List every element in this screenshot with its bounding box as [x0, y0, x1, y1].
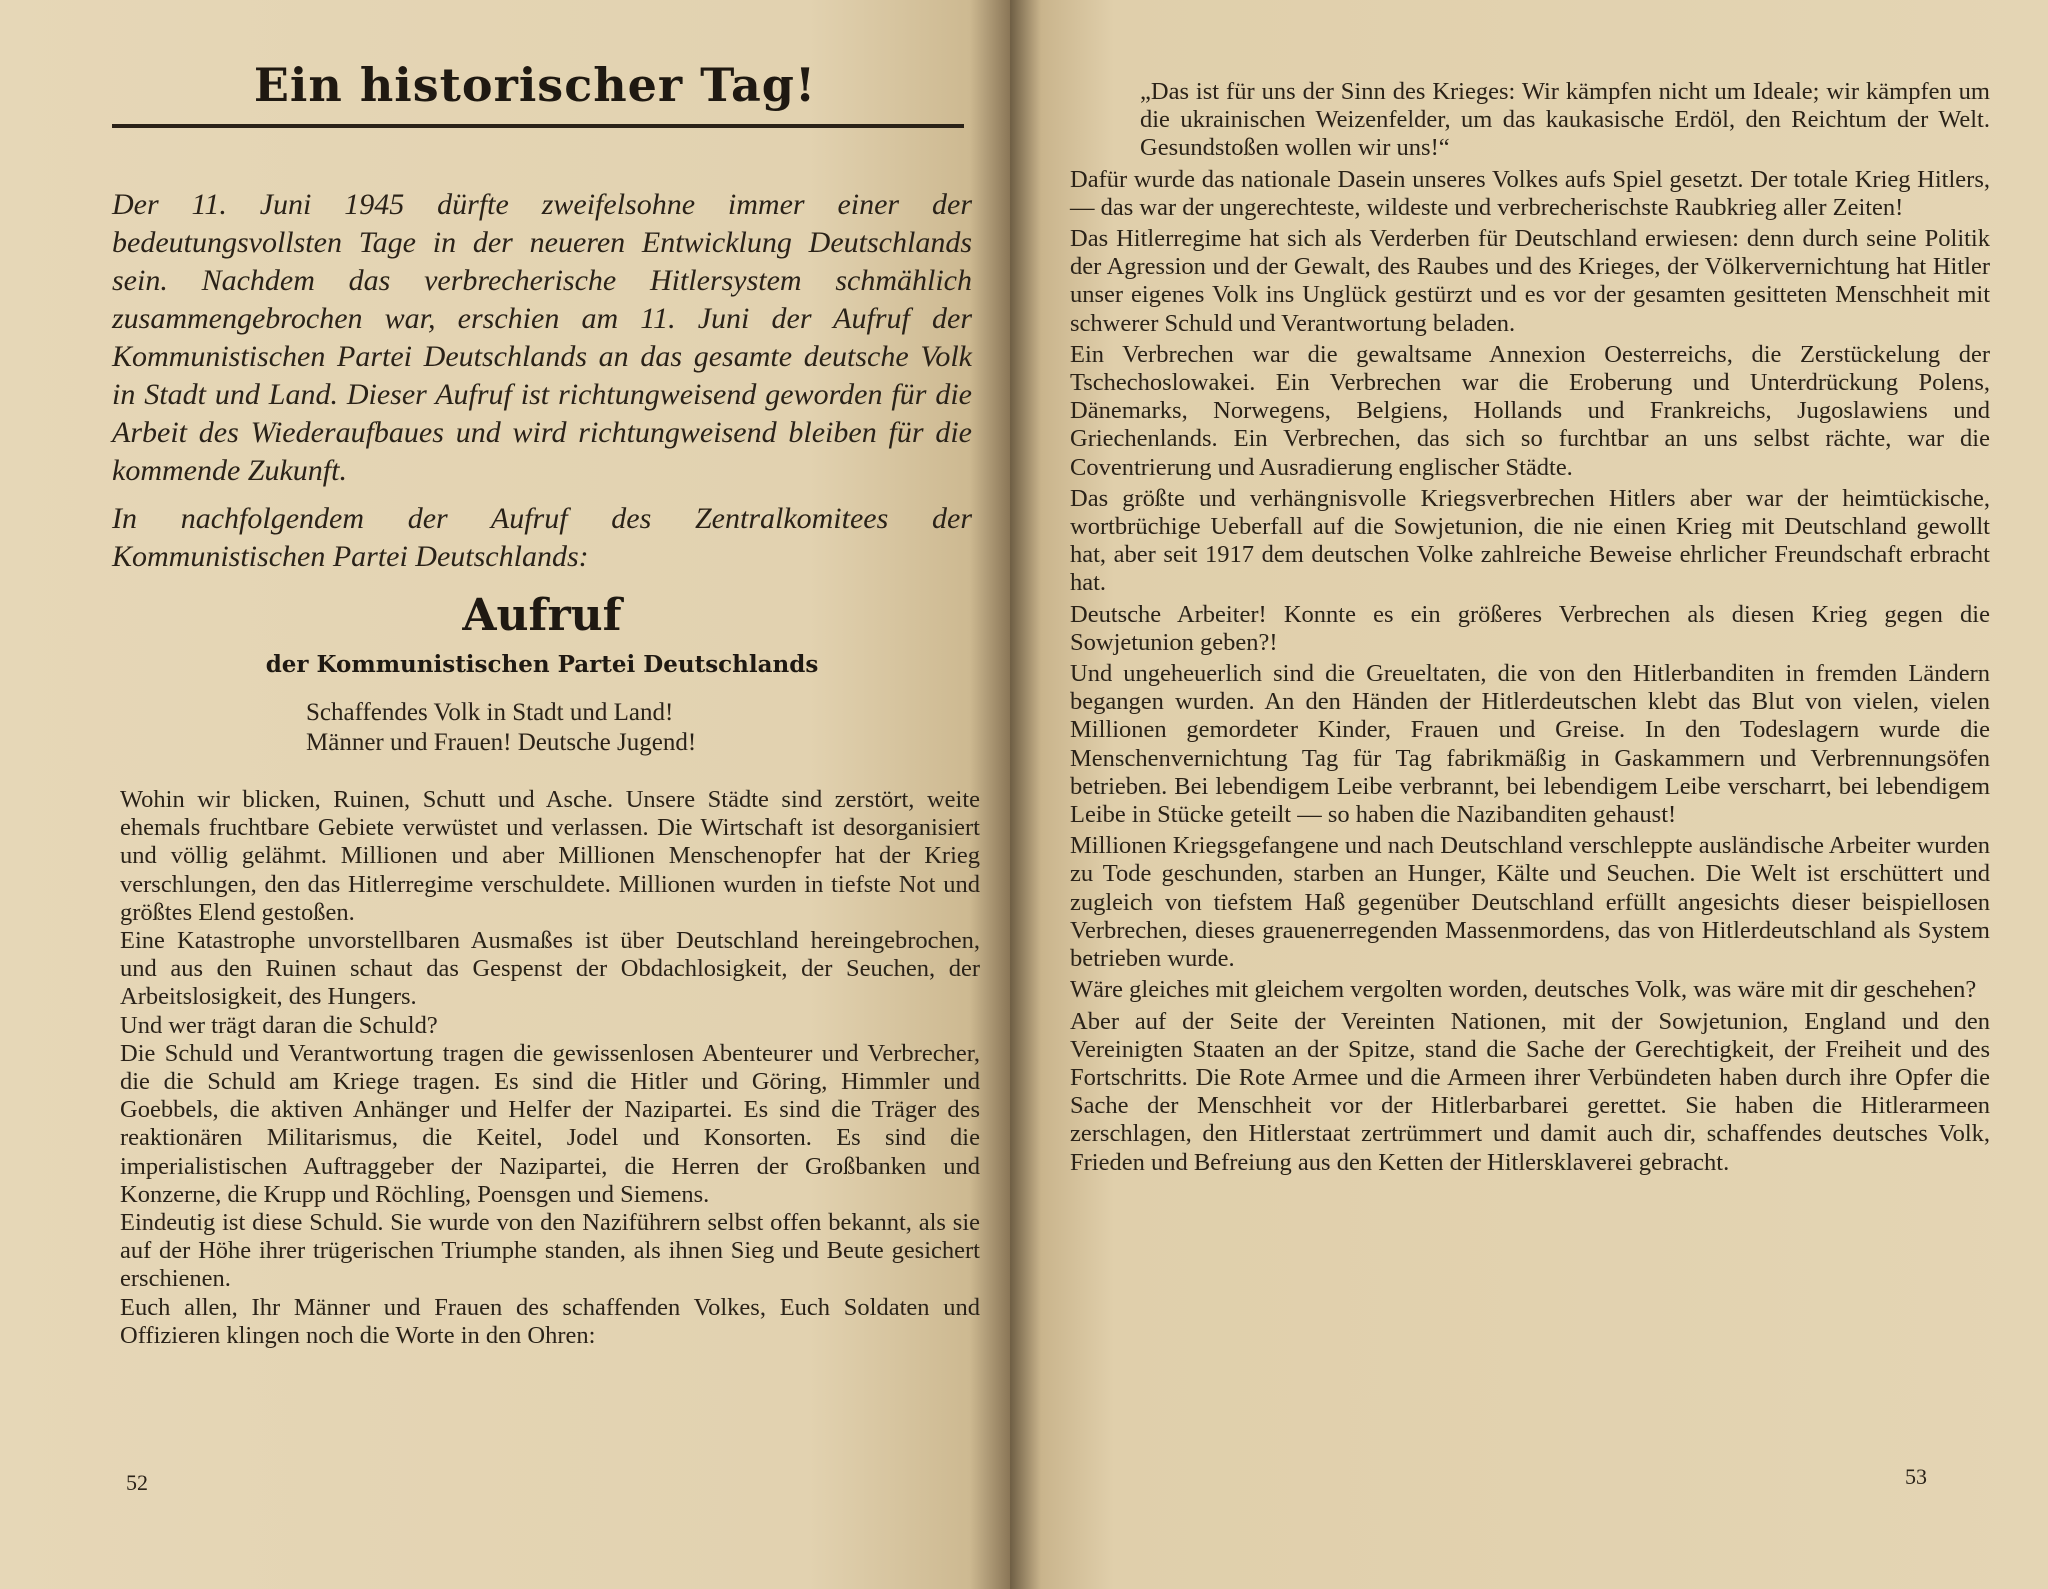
address-line: Männer und Frauen! Deutsche Jugend!: [306, 729, 697, 756]
paragraph: Deutsche Arbeiter! Konnte es ein größeres Verbrechen als diesen Krieg gegen die Sowjetunion geben?!: [1070, 600, 1990, 656]
right-body-text: [1070, 78, 1990, 1180]
page-title: Ein historischer Tag!: [253, 58, 817, 112]
paragraph: Das größte und verhängnisvolle Kriegsverbrechen Hitlers aber war der heimtückische, wortbrüchige Ueberfall auf die Sowjetunion, die nie einen Krieg mit Deutschland gewollt hat, aber seit 1917 dem deutschen Volke zahlreiche Beweise ehrlicher Freundschaft erbracht hat.: [1070, 484, 1990, 597]
intro-paragraph: Der 11. Juni 1945 dürfte zweifelsohne immer einer der bedeutungsvollsten Tage in der neueren Entwicklung Deutschlands sein. Nachdem das verbrecherische Hitlersystem schmählich zusammengebrochen war, erschien am 11. Juni der Aufruf der Kommunistischen Partei Deutschlands an das gesamte deutsche Volk in Stadt und Land. Dieser Aufruf ist richtungweisend geworden für die Arbeit des Wiederaufbaues und wird richtungweisend bleiben für die kommende Zukunft.: [112, 188, 972, 487]
quote-paragraph: „Das ist für uns der Sinn des Krieges: Wir kämpfen nicht um Ideale; wir kämpfen um die ukrainischen Weizenfelder, um das kaukasische Erdöl, den Reichtum der Welt. Gesundstoßen wollen wir uns!“: [1140, 78, 1990, 162]
paragraph: Das Hitlerregime hat sich als Verderben für Deutschland erwiesen: denn durch seine Politik der Agression und der Gewalt, des Raubes und des Krieges, der Völkervernichtung hat Hitler unser eigenes Volk ins Unglück gestürzt und es vor der gesamten gesitteten Menschheit mit schwerer Schuld und Verantwortung beladen.: [1070, 225, 1990, 337]
page-number: 52: [126, 1470, 148, 1495]
paragraph: Ein Verbrechen war die gewaltsame Annexion Oesterreichs, die Zerstückelung der Tschechoslowakei. Ein Verbrechen war die Eroberung und Unterdrückung Polens, Dänemarks, Norwegens, Belgiens, Hollands und Frankreichs, Jugoslawiens und Griechenlands. Ein Verbrechen, das sich so furchtbar an uns selbst rächte, war die Coventrierung und Ausradierung englischer Städte.: [1070, 340, 1990, 481]
title-rule: [112, 124, 964, 128]
paragraph: Eindeutig ist diese Schuld. Sie wurde von den Naziführern selbst offen bekannt, als sie auf der Höhe ihrer trügerischen Triumphe standen, als ihnen Sieg und Beute gesichert erschienen.: [120, 1209, 980, 1293]
paragraph: Aber auf der Seite der Vereinten Nationen, mit der Sowjetunion, England und den Vereinigten Staaten an der Spitze, stand die Sache der Gerechtigkeit, der Freiheit und des Fortschritts. Die Rote Armee und die Armeen ihrer Verbündeten haben durch ihre Opfer die Sache der Menschheit vor der Hitlerbarbarei gerettet. Sie haben die Hitlerarmeen zerschlagen, den Hitlerstaat zertrümmert und damit auch dir, schaffendes deutsches Volk, Frieden und Befreiung aus den Ketten der Hitlersklaverei gebracht.: [1070, 1007, 1990, 1176]
aufruf-heading: Aufruf: [462, 590, 622, 641]
right-page: [1010, 0, 2048, 1589]
paragraph: Millionen Kriegsgefangene und nach Deutschland verschleppte ausländische Arbeiter wurden zu Tode geschunden, starben an Hunger, Kälte und Seuchen. Die Welt ist erschüttert und zugleich von tiefstem Haß gegenüber Deutschland erfüllt angesichts dieser beispiellosen Verbrechen, dieses grauenerregenden Massenmordens, das von Hitlerdeutschland als System betrieben wurde.: [1070, 832, 1990, 973]
paragraph: Dafür wurde das nationale Dasein unseres Volkes aufs Spiel gesetzt. Der totale Krieg Hitlers, — das war der ungerechteste, wildeste und verbrecherischste Raubkrieg aller Zeiten!: [1070, 165, 1990, 221]
address-line: Schaffendes Volk in Stadt und Land!: [306, 699, 674, 726]
paragraph: Wohin wir blicken, Ruinen, Schutt und Asche. Unsere Städte sind zerstört, weite ehemals fruchtbare Gebiete verwüstet und verlassen. Die Wirtschaft ist desorganisiert und völlig gelähmt. Millionen und aber Millionen Menschenopfer hat der Krieg verschlungen, den das Hitlerregime verschuldete. Millionen wurden in tiefste Not und größtes Elend gestoßen.: [120, 786, 980, 926]
page-number: 53: [1905, 1464, 1927, 1489]
intro-paragraph: In nachfolgendem der Aufruf des Zentralkomitees der Kommunistischen Partei Deutschlands:: [112, 502, 972, 573]
aufruf-subheading: der Kommunistischen Partei Deutschlands: [265, 651, 819, 678]
paragraph: Wäre gleiches mit gleichem vergolten worden, deutsches Volk, was wäre mit dir geschehen?: [1070, 976, 1977, 1004]
paragraph: Und wer trägt daran die Schuld?: [120, 1011, 438, 1039]
left-body-text: [120, 786, 980, 1350]
paragraph: Euch allen, Ihr Männer und Frauen des schaffenden Volkes, Euch Soldaten und Offizieren klingen noch die Worte in den Ohren:: [120, 1293, 980, 1349]
paragraph: Die Schuld und Verantwortung tragen die gewissenlosen Abenteurer und Verbrecher, die die Schuld am Kriege tragen. Es sind die Hitler und Göring, Himmler und Goebbels, die aktiven Anhänger und Helfer der Nazipartei. Es sind die Träger des reaktionären Militarismus, die Keitel, Jodel und Konsorten. Es sind die imperialistischen Auftraggeber der Nazipartei, die Herren der Großbanken und Konzerne, die Krupp und Röchling, Poensgen und Siemens.: [120, 1039, 980, 1208]
address-lines: [306, 698, 866, 758]
paragraph: Und ungeheuerlich sind die Greueltaten, die von den Hitlerbanditen in fremden Ländern begangen wurden. An den Händen der Hitlerdeutschen klebt das Blut von vielen, vielen Millionen gemordeter Kinder, Frauen und Greise. In den Todeslagern wurde die Menschenvernichtung Tag für Tag fabrikmäßig in Gaskammern und Verbrennungsöfen betrieben. Bei lebendigem Leibe verbrannt, bei lebendigem Leibe verscharrt, bei lebendigem Leibe in Stücke geteilt — so haben die Nazibanditen gehaust!: [1070, 660, 1990, 829]
intro-text: [112, 186, 972, 586]
paragraph: Eine Katastrophe unvorstellbaren Ausmaßes ist über Deutschland hereingebrochen, und aus den Ruinen schaut das Gespenst der Obdachlosigkeit, der Seuchen, der Arbeitslosigkeit, des Hungers.: [120, 927, 980, 1011]
left-page: [0, 0, 1010, 1589]
